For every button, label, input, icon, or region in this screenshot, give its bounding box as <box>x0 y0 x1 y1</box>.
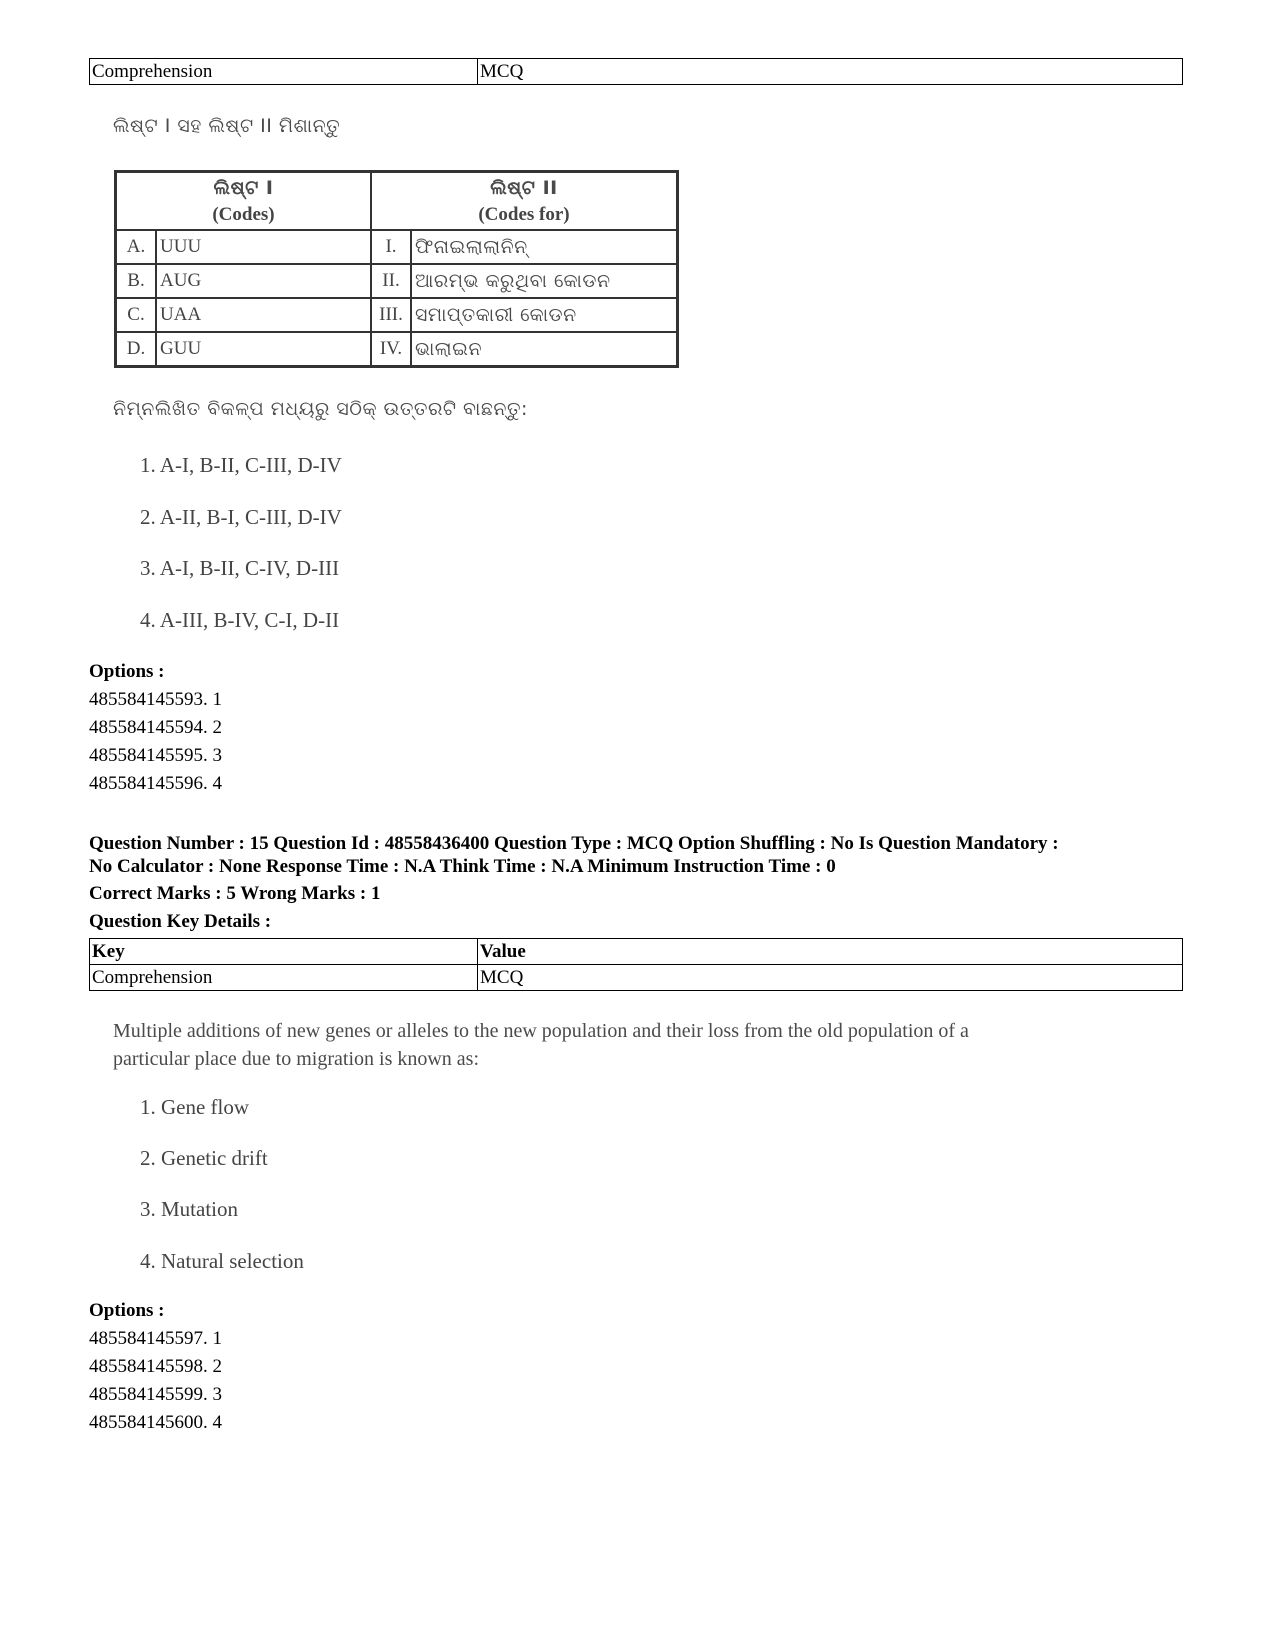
option-item: 485584145595. 3 <box>89 745 222 766</box>
row-label: A. <box>116 230 157 264</box>
list1-title: ଲିଷ୍ଟ I <box>213 176 274 199</box>
codes-for-cell: ଆରମ୍ଭ କରୁଥିବା କୋଡନ <box>411 264 678 298</box>
key-cell: Comprehension <box>90 965 478 991</box>
key-header: Key <box>90 939 478 965</box>
value-header: Value <box>478 939 1183 965</box>
q15-options-block <box>89 1297 222 1437</box>
row-label: II. <box>371 264 411 298</box>
choice-item: 1. Gene flow <box>140 1095 250 1119</box>
choice-item: 3. A-I, B-II, C-IV, D-III <box>140 556 340 580</box>
list1-header <box>116 172 372 231</box>
code-cell: UUU <box>156 230 371 264</box>
option-item: 485584145598. 2 <box>89 1356 222 1377</box>
question-line: Multiple additions of new genes or alleles to the new population and their loss from the old population of a <box>113 1020 969 1042</box>
q14-options-block <box>89 658 222 798</box>
option-item: 485584145597. 1 <box>89 1328 222 1349</box>
code-cell: AUG <box>156 264 371 298</box>
q15-key-table <box>89 938 1183 991</box>
options-label: Options : <box>89 1300 165 1321</box>
option-item: 485584145596. 4 <box>89 773 222 794</box>
match-table <box>114 170 679 368</box>
codes-for-cell: ଭାଲାଇନ <box>411 332 678 367</box>
table-row <box>90 59 1183 85</box>
key-cell: Comprehension <box>90 59 478 85</box>
choice-item: 2. A-II, B-I, C-III, D-IV <box>140 505 342 529</box>
table-row <box>116 298 678 332</box>
row-label: B. <box>116 264 157 298</box>
code-cell: UAA <box>156 298 371 332</box>
table-row <box>116 230 678 264</box>
list2-header <box>371 172 678 231</box>
choice-item: 3. Mutation <box>140 1197 238 1221</box>
choice-item: 4. A-III, B-IV, C-I, D-II <box>140 608 340 632</box>
choice-item: 4. Natural selection <box>140 1249 304 1273</box>
question-line: particular place due to migration is known as: <box>113 1048 480 1070</box>
q14-key-table <box>89 58 1183 85</box>
option-item: 485584145594. 2 <box>89 717 222 738</box>
table-row <box>116 332 678 367</box>
q15-key-details-label: Question Key Details : <box>89 911 272 932</box>
code-cell: GUU <box>156 332 371 367</box>
row-label: C. <box>116 298 157 332</box>
row-label: IV. <box>371 332 411 367</box>
value-cell: MCQ <box>478 965 1183 991</box>
list2-title: ଲିଷ୍ଟ II <box>490 176 558 199</box>
option-item: 485584145600. 4 <box>89 1412 222 1433</box>
row-label: III. <box>371 298 411 332</box>
question-meta-line: Question Number : 15 Question Id : 48558436400 Question Type : MCQ Option Shuffling : No Is Question Mandatory : <box>89 833 1059 854</box>
q15-marks: Correct Marks : 5 Wrong Marks : 1 <box>89 883 381 904</box>
question-meta-line: No Calculator : None Response Time : N.A Think Time : N.A Minimum Instruction Time : 0 <box>89 856 836 877</box>
list2-subtitle: (Codes for) <box>478 203 570 225</box>
options-label: Options : <box>89 661 165 682</box>
match-table-header <box>116 172 678 231</box>
value-cell: MCQ <box>478 59 1183 85</box>
list1-subtitle: (Codes) <box>212 203 275 225</box>
codes-for-cell: ଫିନାଇଲାଲାନିନ୍ <box>411 230 678 264</box>
table-row <box>90 965 1183 991</box>
codes-for-cell: ସମାପ୍ତକାରୀ କୋଡନ <box>411 298 678 332</box>
option-item: 485584145599. 3 <box>89 1384 222 1405</box>
choice-item: 2. Genetic drift <box>140 1146 268 1170</box>
table-row <box>116 264 678 298</box>
q14-instruction: ଲିଷ୍ଟ I ସହ ଲିଷ୍ଟ II ମିଶାନ୍ତୁ <box>113 115 341 137</box>
option-item: 485584145593. 1 <box>89 689 222 710</box>
q15-meta <box>89 832 1189 878</box>
q15-question-text <box>113 1017 1113 1073</box>
row-label: I. <box>371 230 411 264</box>
row-label: D. <box>116 332 157 367</box>
table-header-row <box>90 939 1183 965</box>
choice-item: 1. A-I, B-II, C-III, D-IV <box>140 453 342 477</box>
q14-prompt: ନିମ୍ନଲିଖିତ ବିକଳ୍ପ ମଧ୍ୟରୁ ସଠିକ୍ ଉତ୍ତରଟି ବାଛନ୍ତୁ: <box>113 398 528 420</box>
